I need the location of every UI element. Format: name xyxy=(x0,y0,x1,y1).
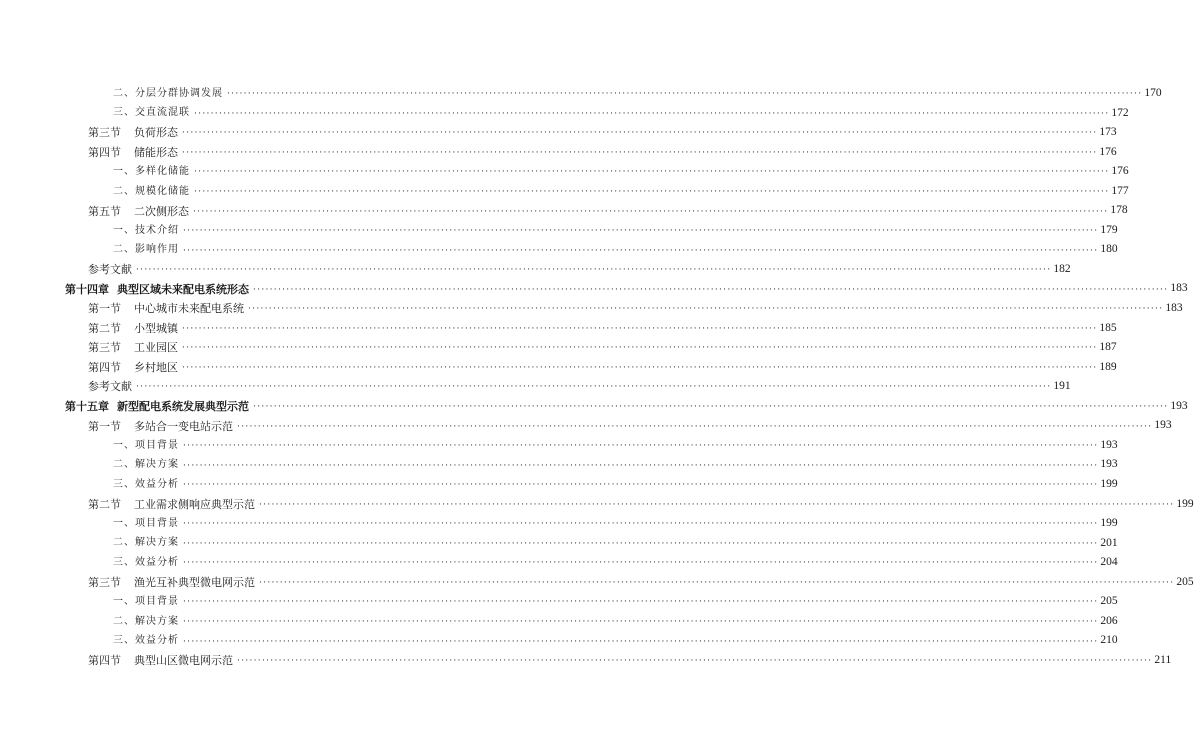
toc-entry-page-number: 173 xyxy=(1099,126,1117,139)
toc-entry-page-number: 204 xyxy=(1100,556,1118,569)
toc-entry-number: 第十五章 xyxy=(65,400,109,414)
toc-entry-title: 工业需求侧响应典型示范 xyxy=(134,497,255,511)
toc-entry-label xyxy=(88,499,257,510)
toc-entry-sub xyxy=(0,534,1118,554)
toc-entry-page-number: 199 xyxy=(1100,477,1118,490)
toc-entry-title: 小型城镇 xyxy=(134,321,178,335)
dot-leader: ···························································································································································································································· xyxy=(259,499,1175,510)
toc-entry-sec xyxy=(0,494,1194,514)
toc-entry-number: 二、 xyxy=(113,185,135,197)
toc-entry-label xyxy=(88,362,180,373)
toc-entry-page-number: 183 xyxy=(1165,302,1183,315)
toc-entry-number: 二、 xyxy=(113,244,135,256)
toc-entry-number: 第二节 xyxy=(88,497,121,511)
toc-entry-number: 三、 xyxy=(113,556,135,568)
toc-entry-title: 解决方案 xyxy=(135,537,179,549)
toc-entry-label xyxy=(113,226,181,236)
toc-entry-title: 效益分析 xyxy=(135,556,179,568)
toc-entry-title: 规模化储能 xyxy=(135,185,190,197)
toc-entry-label xyxy=(113,538,181,548)
toc-entry-title: 多站合一变电站示范 xyxy=(134,419,233,433)
toc-entry-label xyxy=(88,577,257,588)
toc-entry-sec xyxy=(0,143,1117,163)
toc-entry-page-number: 176 xyxy=(1099,145,1117,158)
dot-leader: ···························································································································································································································· xyxy=(182,343,1098,354)
dot-leader: ···························································································································································································································· xyxy=(182,362,1098,373)
toc-entry-sec xyxy=(0,651,1172,671)
toc-entry-sub xyxy=(0,592,1118,612)
toc-entry-title: 技术介绍 xyxy=(135,224,179,236)
toc-entry-title: 储能形态 xyxy=(134,145,178,159)
toc-entry-sub xyxy=(0,436,1118,456)
toc-entry-page-number: 189 xyxy=(1099,360,1117,373)
dot-leader: ···························································································································································································································· xyxy=(237,656,1153,667)
toc-entry-page-number: 182 xyxy=(1053,262,1071,275)
toc-entry-title: 分层分群协调发展 xyxy=(135,87,223,99)
toc-entry-page-number: 177 xyxy=(1111,184,1129,197)
toc-entry-sub xyxy=(0,104,1129,124)
toc-entry-label xyxy=(113,480,181,490)
toc-entry-title: 项目背景 xyxy=(135,439,179,451)
toc-entry-page-number: 193 xyxy=(1154,419,1172,432)
toc-entry-label xyxy=(113,597,181,607)
toc-entry-page-number: 183 xyxy=(1170,282,1188,295)
toc-entry-number: 二、 xyxy=(113,615,135,627)
toc-entry-label xyxy=(88,127,180,138)
toc-entry-sec xyxy=(0,123,1117,143)
table-of-contents xyxy=(0,84,1194,670)
toc-entry-number: 二、 xyxy=(113,459,135,471)
dot-leader: ···························································································································································································································· xyxy=(253,284,1169,295)
dot-leader: ···························································································································································································································· xyxy=(194,108,1110,119)
toc-entry-label xyxy=(113,187,192,197)
dot-leader: ···························································································································································································································· xyxy=(183,538,1099,549)
toc-entry-page-number: 205 xyxy=(1100,595,1118,608)
toc-entry-number: 第四节 xyxy=(88,145,121,159)
dot-leader: ···························································································································································································································· xyxy=(194,167,1110,178)
toc-entry-label xyxy=(88,206,191,217)
toc-entry-page-number: 193 xyxy=(1100,438,1118,451)
toc-entry-sub xyxy=(0,455,1118,475)
toc-entry-label xyxy=(113,617,181,627)
toc-entry-label xyxy=(113,460,181,470)
toc-entry-number: 三、 xyxy=(113,478,135,490)
toc-entry-label xyxy=(113,558,181,568)
dot-leader: ···························································································································································································································· xyxy=(182,147,1098,158)
toc-entry-label xyxy=(88,147,180,158)
toc-entry-title: 项目背景 xyxy=(135,517,179,529)
toc-entry-sec xyxy=(0,201,1128,221)
toc-entry-number: 第十四章 xyxy=(65,282,109,296)
toc-entry-number: 第三节 xyxy=(88,126,121,140)
toc-entry-title: 解决方案 xyxy=(135,615,179,627)
toc-entry-label xyxy=(113,441,181,451)
toc-entry-sub xyxy=(0,221,1118,241)
toc-entry-page-number: 211 xyxy=(1154,653,1172,666)
toc-entry-sub xyxy=(0,162,1129,182)
dot-leader: ···························································································································································································································· xyxy=(183,597,1099,608)
dot-leader: ···························································································································································································································· xyxy=(183,636,1099,647)
toc-entry-sec xyxy=(0,358,1117,378)
dot-leader: ···························································································································································································································· xyxy=(193,206,1109,217)
toc-entry-page-number: 179 xyxy=(1100,223,1118,236)
dot-leader: ···························································································································································································································· xyxy=(136,265,1052,276)
toc-entry-sub xyxy=(0,553,1118,573)
toc-entry-page-number: 206 xyxy=(1100,614,1118,627)
toc-entry-sub xyxy=(0,612,1118,632)
toc-entry-label xyxy=(113,245,181,255)
toc-entry-page-number: 180 xyxy=(1100,243,1118,256)
dot-leader: ···························································································································································································································· xyxy=(183,460,1099,471)
toc-entry-number: 一、 xyxy=(113,224,135,236)
toc-entry-page-number: 210 xyxy=(1100,634,1118,647)
toc-entry-page-number: 205 xyxy=(1176,575,1194,588)
toc-entry-page-number: 176 xyxy=(1111,165,1129,178)
toc-entry-number: 第二节 xyxy=(88,321,121,335)
toc-entry-number: 三、 xyxy=(113,107,135,119)
toc-entry-label xyxy=(65,401,251,412)
toc-entry-title: 负荷形态 xyxy=(134,126,178,140)
toc-entry-number: 二、 xyxy=(113,87,135,99)
toc-entry-title: 工业园区 xyxy=(134,341,178,355)
toc-entry-number: 第三节 xyxy=(88,575,121,589)
toc-entry-title: 参考文献 xyxy=(88,380,132,394)
toc-entry-page-number: 193 xyxy=(1170,399,1188,412)
toc-entry-sec xyxy=(0,573,1194,593)
toc-entry-number: 二、 xyxy=(113,537,135,549)
toc-entry-title: 中心城市未来配电系统 xyxy=(134,302,244,316)
toc-entry-label xyxy=(88,421,235,432)
toc-entry-label xyxy=(113,108,192,118)
dot-leader: ···························································································································································································································· xyxy=(248,304,1164,315)
toc-entry-sub xyxy=(0,84,1162,104)
toc-entry-sec xyxy=(0,319,1117,339)
toc-entry-number: 第三节 xyxy=(88,341,121,355)
toc-entry-title: 乡村地区 xyxy=(134,360,178,374)
toc-entry-sub xyxy=(0,631,1118,651)
toc-entry-page-number: 185 xyxy=(1099,321,1117,334)
toc-entry-title: 效益分析 xyxy=(135,478,179,490)
toc-entry-sub xyxy=(0,240,1118,260)
toc-entry-number: 第一节 xyxy=(88,302,121,316)
toc-entry-page-number: 187 xyxy=(1099,341,1117,354)
toc-entry-title: 影响作用 xyxy=(135,244,179,256)
toc-entry-sub xyxy=(0,475,1118,495)
toc-entry-number: 一、 xyxy=(113,439,135,451)
dot-leader: ···························································································································································································································· xyxy=(183,519,1099,530)
toc-entry-number: 一、 xyxy=(113,517,135,529)
toc-entry-page-number: 193 xyxy=(1100,458,1118,471)
toc-entry-page-number: 191 xyxy=(1053,380,1071,393)
toc-entry-page-number: 201 xyxy=(1100,536,1118,549)
toc-entry-label xyxy=(113,636,181,646)
toc-entry-title: 项目背景 xyxy=(135,595,179,607)
toc-entry-label xyxy=(88,323,180,334)
toc-entry-sub xyxy=(0,182,1129,202)
toc-entry-chap xyxy=(0,397,1188,417)
toc-entry-label xyxy=(113,89,225,99)
toc-entry-label xyxy=(88,381,134,392)
toc-entry-label xyxy=(88,655,235,666)
toc-entry-title: 交直流混联 xyxy=(135,107,190,119)
toc-entry-number: 第五节 xyxy=(88,204,121,218)
toc-entry-number: 第四节 xyxy=(88,654,121,668)
toc-entry-label xyxy=(65,284,251,295)
dot-leader: ···························································································································································································································· xyxy=(253,402,1169,413)
dot-leader: ···························································································································································································································· xyxy=(183,245,1099,256)
dot-leader: ···························································································································································································································· xyxy=(237,421,1153,432)
toc-entry-page-number: 178 xyxy=(1110,204,1128,217)
dot-leader: ···························································································································································································································· xyxy=(183,617,1099,628)
toc-entry-title: 解决方案 xyxy=(135,459,179,471)
dot-leader: ···························································································································································································································· xyxy=(182,128,1098,139)
dot-leader: ···························································································································································································································· xyxy=(183,226,1099,237)
dot-leader: ···························································································································································································································· xyxy=(183,558,1099,569)
dot-leader: ···························································································································································································································· xyxy=(227,89,1143,100)
toc-entry-label xyxy=(113,167,192,177)
toc-entry-title: 多样化储能 xyxy=(135,165,190,177)
dot-leader: ···························································································································································································································· xyxy=(136,382,1052,393)
toc-entry-sec xyxy=(0,416,1172,436)
toc-entry-chap xyxy=(0,279,1188,299)
toc-entry-title: 参考文献 xyxy=(88,263,132,277)
toc-entry-sec xyxy=(0,299,1183,319)
toc-entry-number: 一、 xyxy=(113,165,135,177)
toc-entry-page-number: 199 xyxy=(1176,497,1194,510)
toc-entry-page-number: 172 xyxy=(1111,106,1129,119)
toc-entry-title: 典型区域未来配电系统形态 xyxy=(117,282,249,296)
toc-entry-label xyxy=(88,303,246,314)
toc-entry-number: 一、 xyxy=(113,595,135,607)
toc-entry-ref xyxy=(0,377,1071,397)
toc-entry-title: 典型山区微电网示范 xyxy=(134,654,233,668)
toc-entry-label xyxy=(113,519,181,529)
toc-entry-label xyxy=(88,264,134,275)
toc-entry-page-number: 170 xyxy=(1144,87,1162,100)
dot-leader: ···························································································································································································································· xyxy=(183,441,1099,452)
dot-leader: ···························································································································································································································· xyxy=(183,480,1099,491)
toc-entry-ref xyxy=(0,260,1071,280)
toc-entry-number: 第一节 xyxy=(88,419,121,433)
toc-entry-title: 渔光互补典型微电网示范 xyxy=(134,575,255,589)
toc-entry-sec xyxy=(0,338,1117,358)
toc-entry-sub xyxy=(0,514,1118,534)
toc-entry-title: 效益分析 xyxy=(135,635,179,647)
toc-entry-title: 二次侧形态 xyxy=(134,204,189,218)
toc-entry-label xyxy=(88,342,180,353)
dot-leader: ···························································································································································································································· xyxy=(259,577,1175,588)
dot-leader: ···························································································································································································································· xyxy=(182,323,1098,334)
toc-entry-page-number: 199 xyxy=(1100,517,1118,530)
toc-entry-number: 三、 xyxy=(113,635,135,647)
toc-entry-title: 新型配电系统发展典型示范 xyxy=(117,400,249,414)
toc-entry-number: 第四节 xyxy=(88,360,121,374)
dot-leader: ···························································································································································································································· xyxy=(194,187,1110,197)
